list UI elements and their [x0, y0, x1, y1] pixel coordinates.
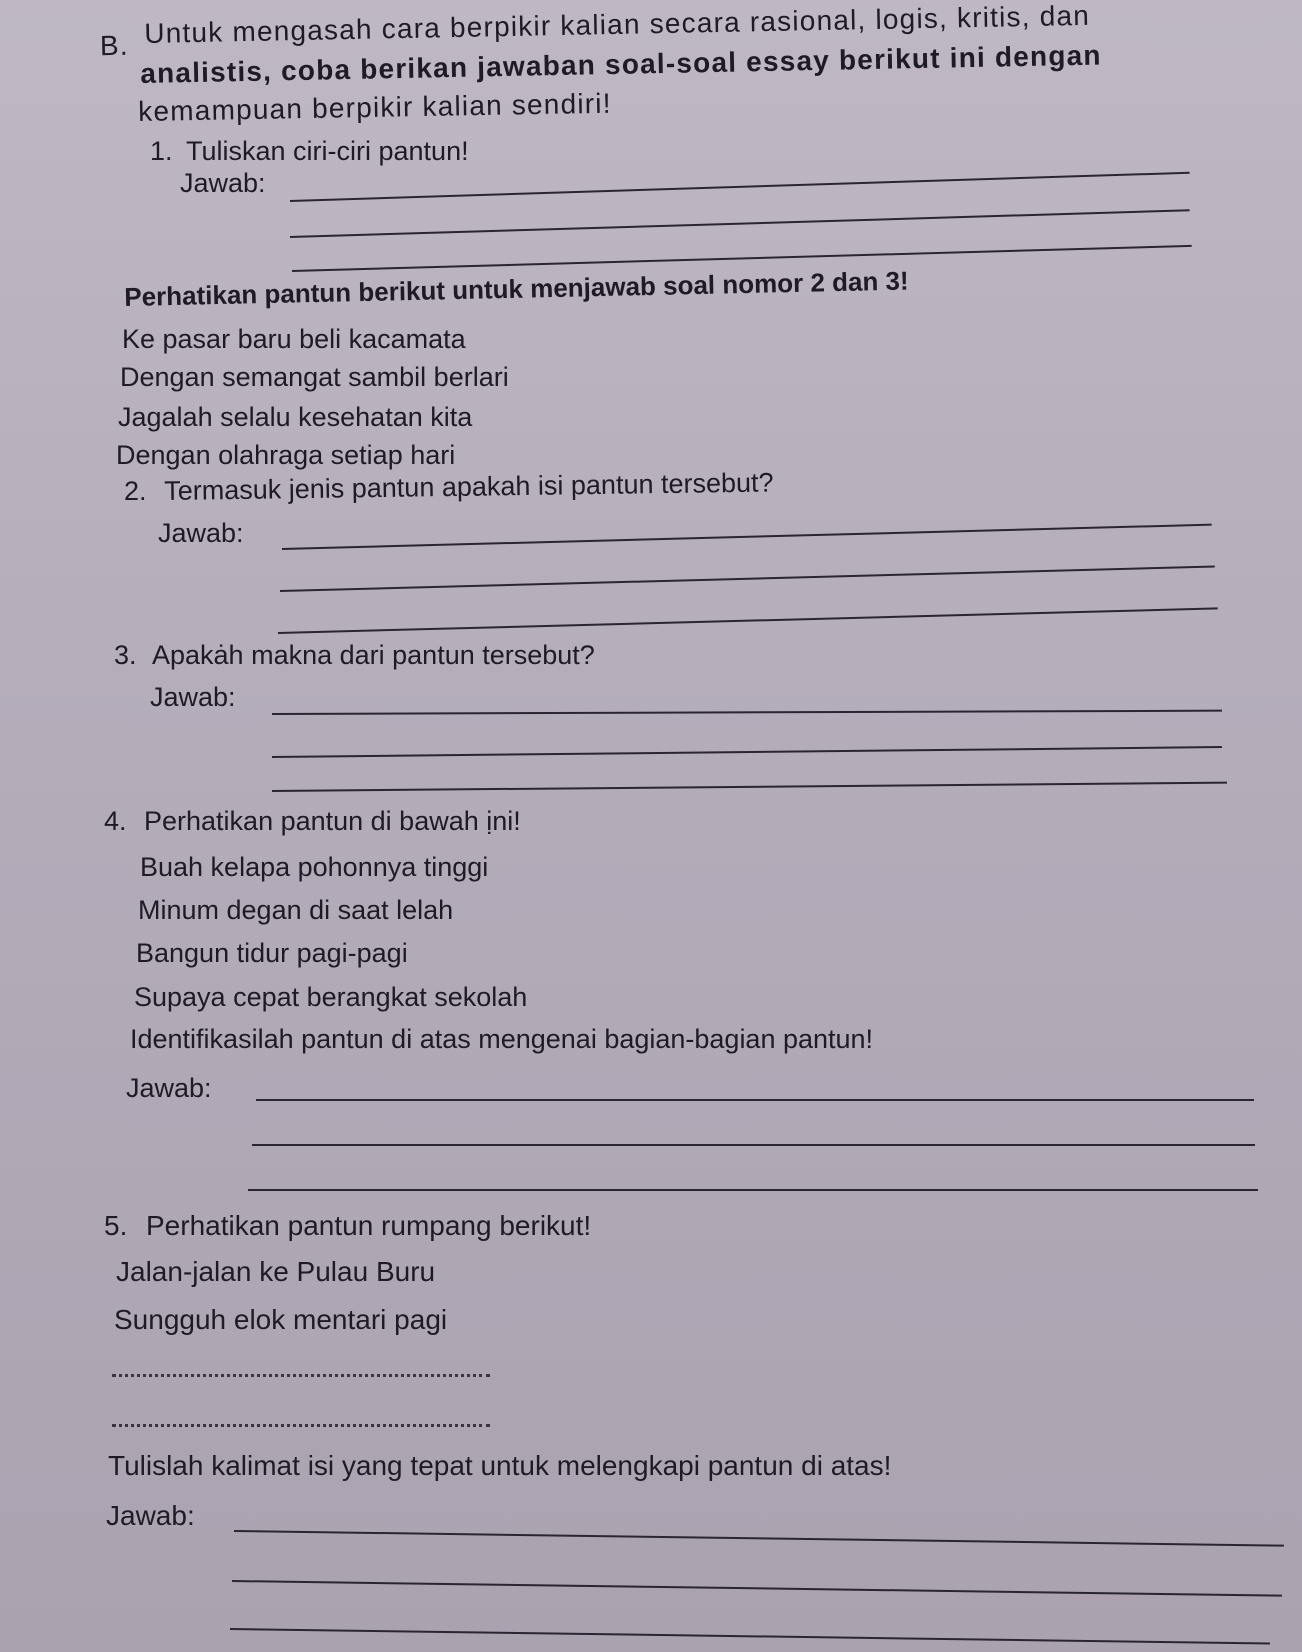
question-4-task: Identifikasilah pantun di atas mengenai bagian-bagian pantun!	[130, 1024, 874, 1054]
pantun-1-line-2: Dengan semangat sambil berlari	[120, 362, 509, 392]
question-2-number: 2.	[124, 476, 147, 506]
question-5-answer-line-2[interactable]	[232, 1580, 1282, 1597]
question-3-answer-label: Jawab:	[150, 682, 236, 712]
question-3-answer-line-3[interactable]	[272, 782, 1227, 792]
section-label: B.	[99, 29, 130, 62]
question-1-text: Tuliskan ciri-ciri pantun!	[186, 136, 469, 166]
question-4-answer-line-2[interactable]	[252, 1144, 1255, 1146]
question-2-answer-line-3[interactable]	[278, 607, 1218, 634]
question-2-answer-line-1[interactable]	[282, 524, 1212, 550]
question-4-answer-line-1[interactable]	[256, 1099, 1254, 1101]
question-4-text: Perhatikan pantun di bawah ịni!	[144, 806, 521, 836]
pantun-1-line-3: Jagalah selalu kesehatan kita	[118, 402, 473, 432]
intro-line-3: kemampuan berpikir kalian sendiri!	[138, 87, 612, 127]
question-3-answer-line-2[interactable]	[272, 746, 1222, 758]
question-5-answer-line-3[interactable]	[230, 1628, 1270, 1645]
pantun-3-line-2: Sungguh elok mentari pagi	[114, 1304, 448, 1335]
question-1-answer-line-1[interactable]	[290, 172, 1190, 202]
question-5-text: Perhatikan pantun rumpang berikut!	[146, 1210, 592, 1241]
pantun-2-line-1: Buah kelapa pohonnya tinggi	[140, 852, 489, 882]
pantun-2-line-3: Bangun tidur pagi-pagi	[136, 938, 408, 968]
question-4-number: 4.	[104, 806, 127, 836]
pantun-1-line-1: Ke pasar baru beli kacamata	[122, 324, 466, 354]
question-2-text: Termasuk jenis pantun apakah isi pantun tersebut?	[164, 467, 774, 506]
instruction-2-3: Perhatikan pantun berikut untuk menjawab soal nomor 2 dan 3!	[124, 265, 909, 312]
question-1-number: 1.	[150, 136, 173, 166]
question-1-answer-line-3[interactable]	[292, 245, 1192, 272]
question-3-number: 3.	[114, 640, 137, 670]
question-4-answer-line-3[interactable]	[248, 1189, 1258, 1191]
question-3-text: Apakȧh makna dari pantun tersebut?	[152, 640, 595, 670]
question-5-number: 5.	[104, 1210, 128, 1241]
pantun-2-line-4: Supaya cepat berangkat sekolah	[134, 982, 528, 1012]
question-2-answer-line-2[interactable]	[280, 566, 1215, 592]
question-4-answer-label: Jawab:	[126, 1073, 212, 1103]
question-1-answer-line-2[interactable]	[290, 209, 1190, 238]
pantun-3-blank-line-3[interactable]	[112, 1374, 490, 1377]
intro-line-1: Untuk mengasah cara berpikir kalian secara rasional, logis, kritis, dan	[144, 0, 1091, 49]
question-5-answer-label: Jawab:	[106, 1500, 195, 1531]
pantun-1-line-4: Dengan olahraga setiap hari	[116, 440, 456, 470]
question-3-answer-line-1[interactable]	[272, 710, 1222, 715]
pantun-3-blank-line-4[interactable]	[112, 1424, 490, 1427]
question-2-answer-label: Jawab:	[158, 518, 244, 548]
question-5-task: Tulislah kalimat isi yang tepat untuk melengkapi pantun di atas!	[108, 1450, 892, 1481]
question-5-answer-line-1[interactable]	[234, 1530, 1284, 1547]
pantun-3-line-1: Jalan-jalan ke Pulau Buru	[116, 1256, 436, 1287]
pantun-2-line-2: Minum degan di saat lelah	[138, 895, 454, 925]
question-1-answer-label: Jawab:	[180, 168, 266, 198]
intro-line-2: analistis, coba berikan jawaban soal-soal essay berikut ini dengan	[140, 39, 1102, 89]
